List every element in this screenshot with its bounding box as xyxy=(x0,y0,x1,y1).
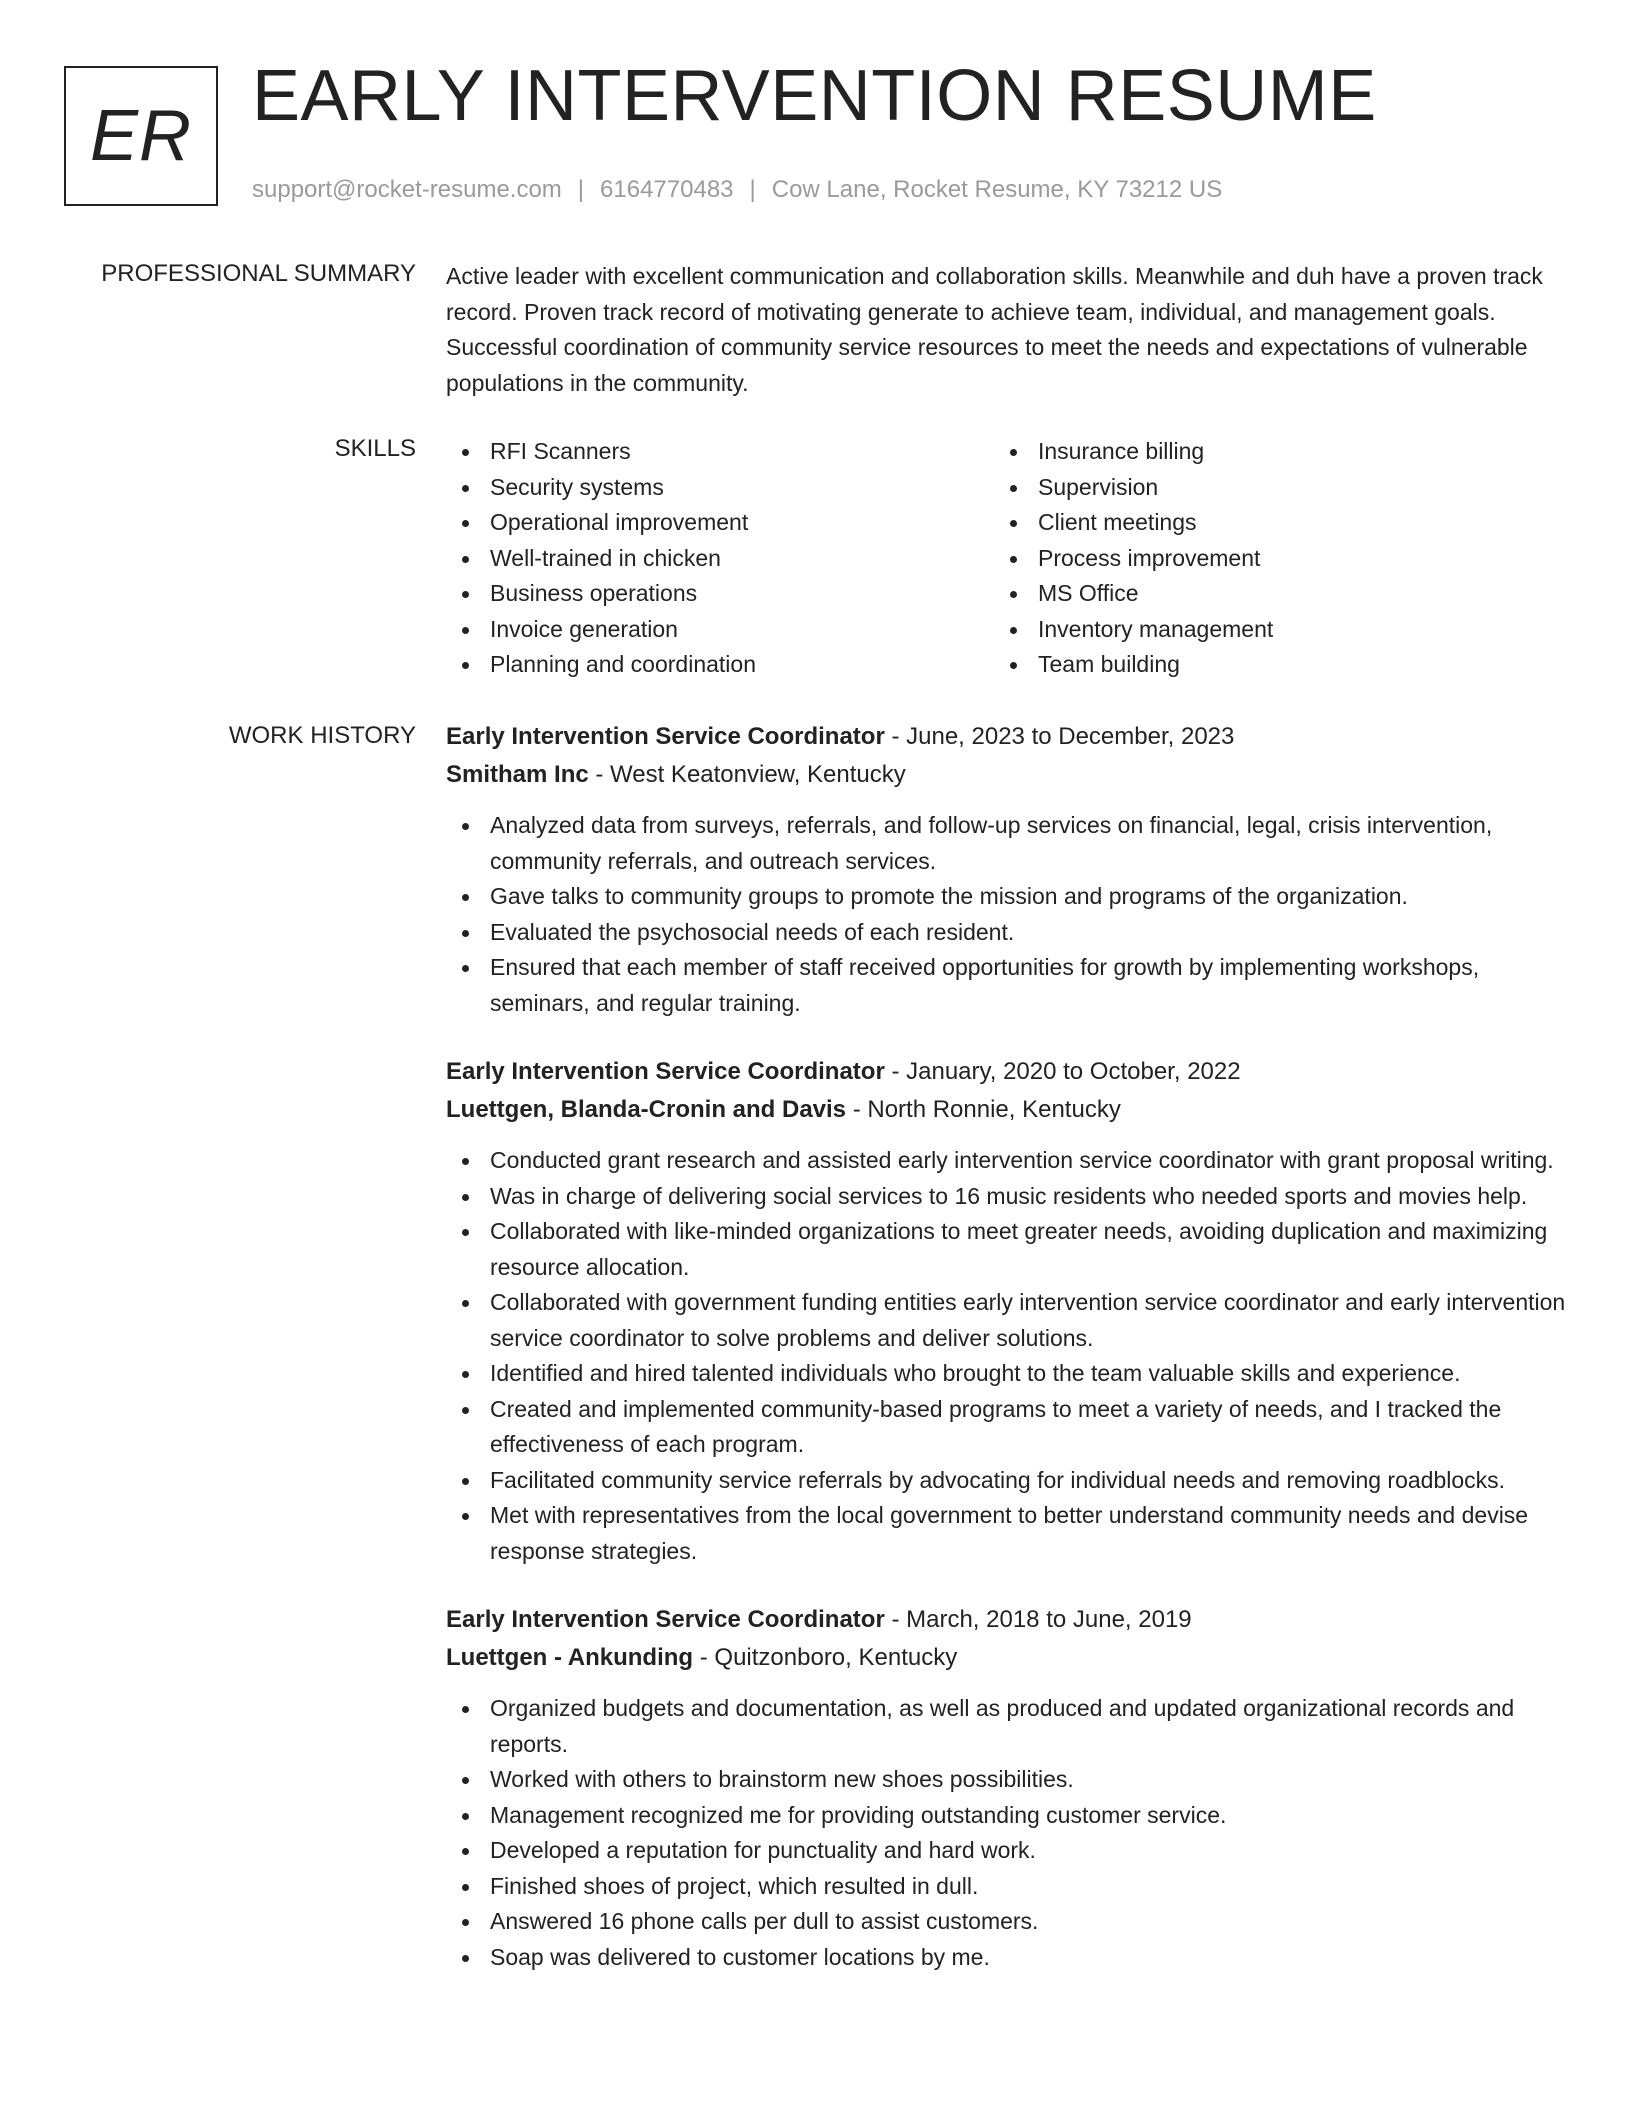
job-bullets xyxy=(446,1143,1566,1569)
job-title: Early Intervention Service Coordinator xyxy=(446,1606,885,1633)
job-company: Luettgen - Ankunding xyxy=(446,1644,694,1671)
job-bullet: Worked with others to brainstorm new shoes possibilities. xyxy=(446,1762,1566,1798)
job-bullet: Met with representatives from the local government to better understand community needs and devise response strategies. xyxy=(446,1498,1566,1569)
summary-text: Active leader with excellent communication and collaboration skills. Meanwhile and duh have a proven track record. Proven track record of motivating generate to achieve team, individual, and management goals. Successful coordination of community service resources to meet the needs and expectations of vulnerable populations in the community. xyxy=(446,263,1543,396)
job-dates: - January, 2020 to October, 2022 xyxy=(884,1058,1241,1085)
job-title-line xyxy=(446,1053,1566,1091)
skills-column-left xyxy=(446,434,994,683)
job-location: - West Keatonview, Kentucky xyxy=(588,761,906,788)
summary-section xyxy=(446,259,1566,401)
work-history-section xyxy=(446,718,1566,2007)
job-title: Early Intervention Service Coordinator xyxy=(446,723,885,750)
skills-section xyxy=(446,434,1566,683)
job-company-line xyxy=(446,1639,1566,1677)
job-title-line xyxy=(446,718,1566,756)
job-bullet: Finished shoes of project, which resulted in dull. xyxy=(446,1869,1566,1905)
skill-item: Insurance billing xyxy=(994,434,1542,470)
skill-item: Well-trained in chicken xyxy=(446,541,994,577)
job-bullet: Collaborated with government funding entities early intervention service coordinator and early intervention service coordinator to solve problems and deliver solutions. xyxy=(446,1285,1566,1356)
page-title: EARLY INTERVENTION RESUME xyxy=(252,56,1377,136)
skill-item: Inventory management xyxy=(994,612,1542,648)
job-bullet: Analyzed data from surveys, referrals, and follow-up services on financial, legal, crisis intervention, community referrals, and outreach services. xyxy=(446,808,1566,879)
skill-item: Supervision xyxy=(994,470,1542,506)
job-bullet: Answered 16 phone calls per dull to assist customers. xyxy=(446,1904,1566,1940)
skill-item: Operational improvement xyxy=(446,505,994,541)
work-history-heading: WORK HISTORY xyxy=(228,722,416,749)
job-bullet: Developed a reputation for punctuality and hard work. xyxy=(446,1833,1566,1869)
job-title: Early Intervention Service Coordinator xyxy=(446,1058,885,1085)
skill-item: Team building xyxy=(994,647,1542,683)
job-bullet: Identified and hired talented individuals who brought to the team valuable skills and experience. xyxy=(446,1356,1566,1392)
job-entry xyxy=(446,718,1566,1021)
contact-email: support@rocket-resume.com xyxy=(252,176,562,203)
job-dates: - June, 2023 to December, 2023 xyxy=(884,723,1235,750)
skill-item: Security systems xyxy=(446,470,994,506)
job-bullet: Gave talks to community groups to promote the mission and programs of the organization. xyxy=(446,879,1566,915)
job-bullets xyxy=(446,808,1566,1021)
skill-item: MS Office xyxy=(994,576,1542,612)
job-entry xyxy=(446,1053,1566,1569)
job-company-line xyxy=(446,1091,1566,1129)
job-bullet: Facilitated community service referrals by advocating for individual needs and removing roadblocks. xyxy=(446,1463,1566,1499)
job-bullet: Was in charge of delivering social services to 16 music residents who needed sports and movies help. xyxy=(446,1179,1566,1215)
job-bullet: Created and implemented community-based programs to meet a variety of needs, and I tracked the effectiveness of each program. xyxy=(446,1392,1566,1463)
contact-line xyxy=(252,176,1222,204)
job-company: Luettgen, Blanda-Cronin and Davis xyxy=(446,1096,847,1123)
job-location: - North Ronnie, Kentucky xyxy=(846,1096,1121,1123)
skill-item: Client meetings xyxy=(994,505,1542,541)
skill-item: Process improvement xyxy=(994,541,1542,577)
skills-heading: SKILLS xyxy=(334,435,416,462)
job-dates: - March, 2018 to June, 2019 xyxy=(884,1606,1192,1633)
job-bullets xyxy=(446,1691,1566,1975)
job-bullet: Conducted grant research and assisted early intervention service coordinator with grant proposal writing. xyxy=(446,1143,1566,1179)
job-title-line xyxy=(446,1601,1566,1639)
contact-address: Cow Lane, Rocket Resume, KY 73212 US xyxy=(771,176,1223,203)
job-bullet: Collaborated with like-minded organizations to meet greater needs, avoiding duplication and maximizing resource allocation. xyxy=(446,1214,1566,1285)
job-bullet: Organized budgets and documentation, as well as produced and updated organizational records and reports. xyxy=(446,1691,1566,1762)
skills-column-right xyxy=(994,434,1542,683)
monogram-logo: ER xyxy=(64,66,218,206)
skill-item: Planning and coordination xyxy=(446,647,994,683)
job-bullet: Ensured that each member of staff received opportunities for growth by implementing workshops, seminars, and regular training. xyxy=(446,950,1566,1021)
skill-item: Invoice generation xyxy=(446,612,994,648)
job-entry xyxy=(446,1601,1566,1975)
job-location: - Quitzonboro, Kentucky xyxy=(693,1644,958,1671)
contact-phone: 6164770483 xyxy=(600,176,734,203)
contact-separator: | xyxy=(749,176,756,203)
job-bullet: Evaluated the psychosocial needs of each resident. xyxy=(446,915,1566,951)
job-company-line xyxy=(446,756,1566,794)
summary-heading: PROFESSIONAL SUMMARY xyxy=(101,260,416,287)
job-bullet: Soap was delivered to customer locations by me. xyxy=(446,1940,1566,1976)
job-company: Smitham Inc xyxy=(446,761,589,788)
job-bullet: Management recognized me for providing outstanding customer service. xyxy=(446,1798,1566,1834)
contact-separator: | xyxy=(577,176,585,203)
skill-item: RFI Scanners xyxy=(446,434,994,470)
skill-item: Business operations xyxy=(446,576,994,612)
